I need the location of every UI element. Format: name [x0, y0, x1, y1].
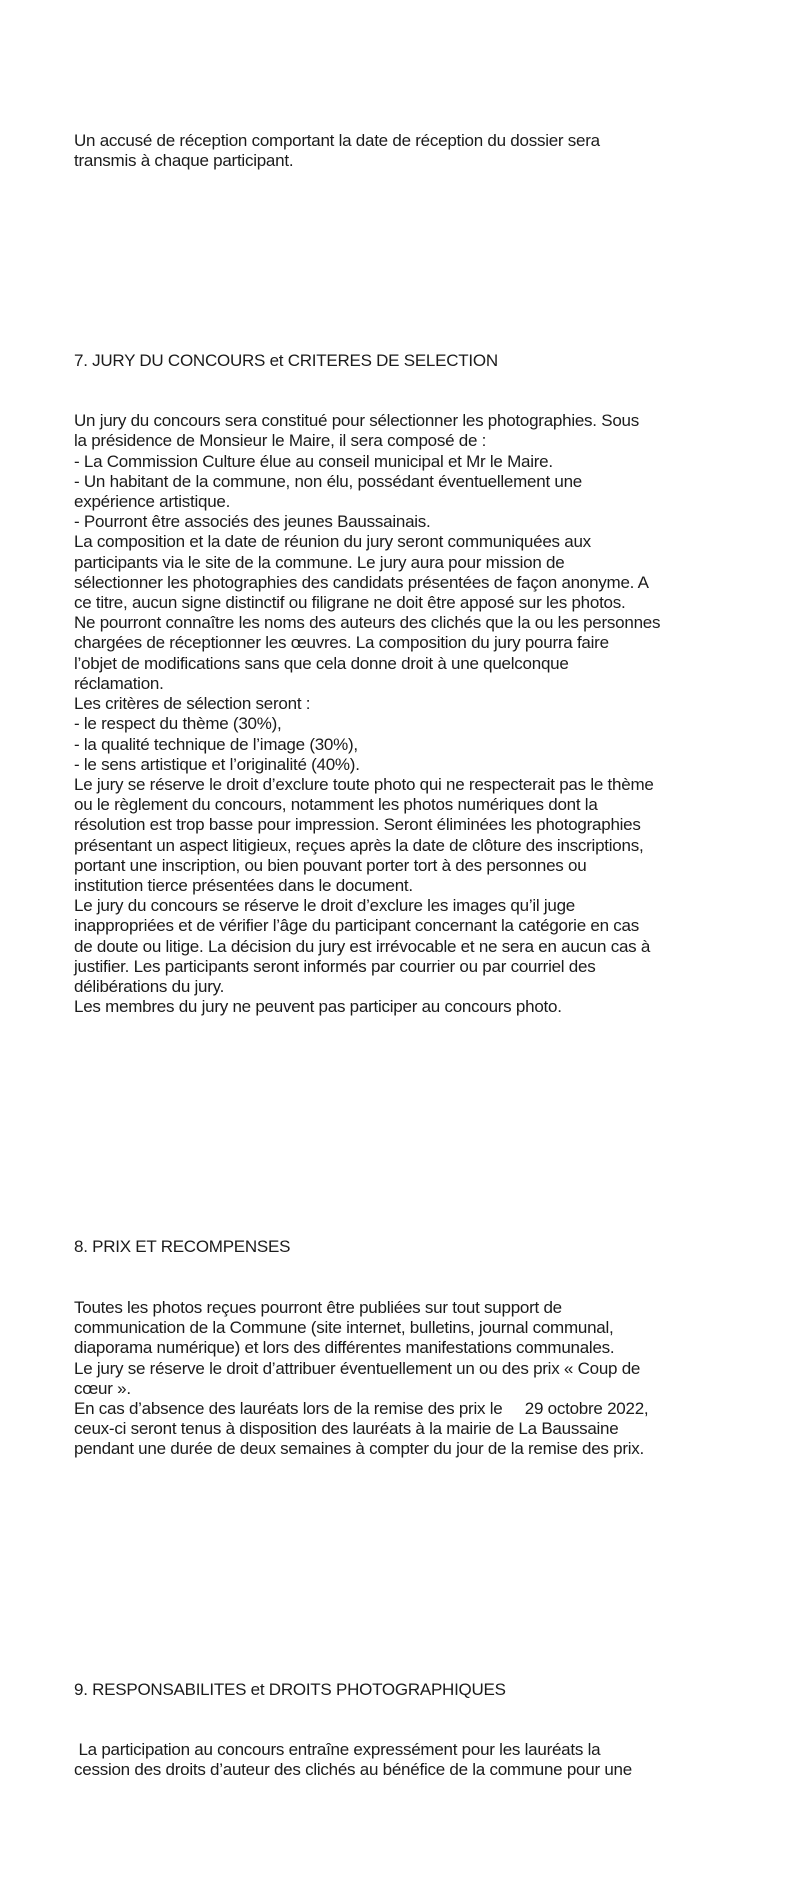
section-9-body: La participation au concours entraîne expressément pour les lauréats la cession des droits d’auteur des clichés au bénéfice de la commune pour une [74, 1740, 632, 1780]
section-7-body: Un jury du concours sera constitué pour sélectionner les photographies. Sous la présidence de Monsieur le Maire, il sera composé de : - La Commission Culture élue au conseil municipal et Mr le Maire. - Un habitant de la commune, non élu, possédant éventuellement une expérience artistique. - Pourront être associés des jeunes Baussainais. La composition et la date de réunion du jury seront communiquées aux participants via le site de la commune. Le jury aura pour mission de sélectionner les photographies des candidats présentées de façon anonyme. A ce titre, aucun signe distinctif ou filigrane ne doit être apposé sur les photos. Ne pourront connaître les noms des auteurs des clichés que la ou les personnes chargées de réceptionner les œuvres. La composition du jury pourra faire l’objet de modifications sans que cela donne droit à une quelconque réclamation. Les critères de sélection seront : - le respect du thème (30%), - la qualité technique de l’image (30%), - le sens artistique et l’originalité (40%). Le jury se réserve le droit d’exclure toute photo qui ne respecterait pas le thème ou le règlement du concours, notamment les photos numériques dont la résolution est trop basse pour impression. Seront éliminées les photographies présentant un aspect litigieux, reçues après la date de clôture des inscriptions, portant une inscription, ou bien pouvant porter tort à des personnes ou institution tierce présentées dans le document. Le jury du concours se réserve le droit d’exclure les images qu’il juge inappropriées et de vérifier l’âge du participant concernant la catégorie en cas de doute ou litige. La décision du jury est irrévocable et ne sera en aucun cas à justifier. Les participants seront informés par courrier ou par courriel des délibérations du jury. Les membres du jury ne peuvent pas participer au concours photo. [74, 411, 661, 1017]
intro-paragraph: Un accusé de réception comportant la date de réception du dossier sera transmis à chaque participant. [74, 130, 600, 170]
blank-line [74, 1561, 764, 1579]
section-8-body: Toutes les photos reçues pourront être publiées sur tout support de communication de la Commune (site internet, bulletins, journal communal, diaporama numérique) et lors des différentes manifestations communales. Le jury se réserve le droit d’attribuer éventuellement un ou des prix « Coup de cœur ». En cas d’absence des lauréats lors de la remise des prix le 29 octobre 2022, ceux-ci seront tenus à disposition des lauréats à la mairie de La Baussaine pendant une durée de deux semaines à compter du jour de la remise des prix. [74, 1297, 649, 1459]
section-9-heading: 9. RESPONSABILITES et DROITS PHOTOGRAPHIQUES [74, 1679, 506, 1699]
document-content [74, 70, 764, 1882]
blank-line [74, 232, 764, 250]
blank-line [74, 1118, 764, 1136]
section-7 [74, 310, 764, 1058]
section-8 [74, 1197, 764, 1500]
section-7-heading: 7. JURY DU CONCOURS et CRITERES DE SELECTION [74, 350, 498, 370]
section-8-heading: 8. PRIX ET RECOMPENSES [74, 1237, 291, 1257]
section-9 [74, 1639, 764, 1821]
